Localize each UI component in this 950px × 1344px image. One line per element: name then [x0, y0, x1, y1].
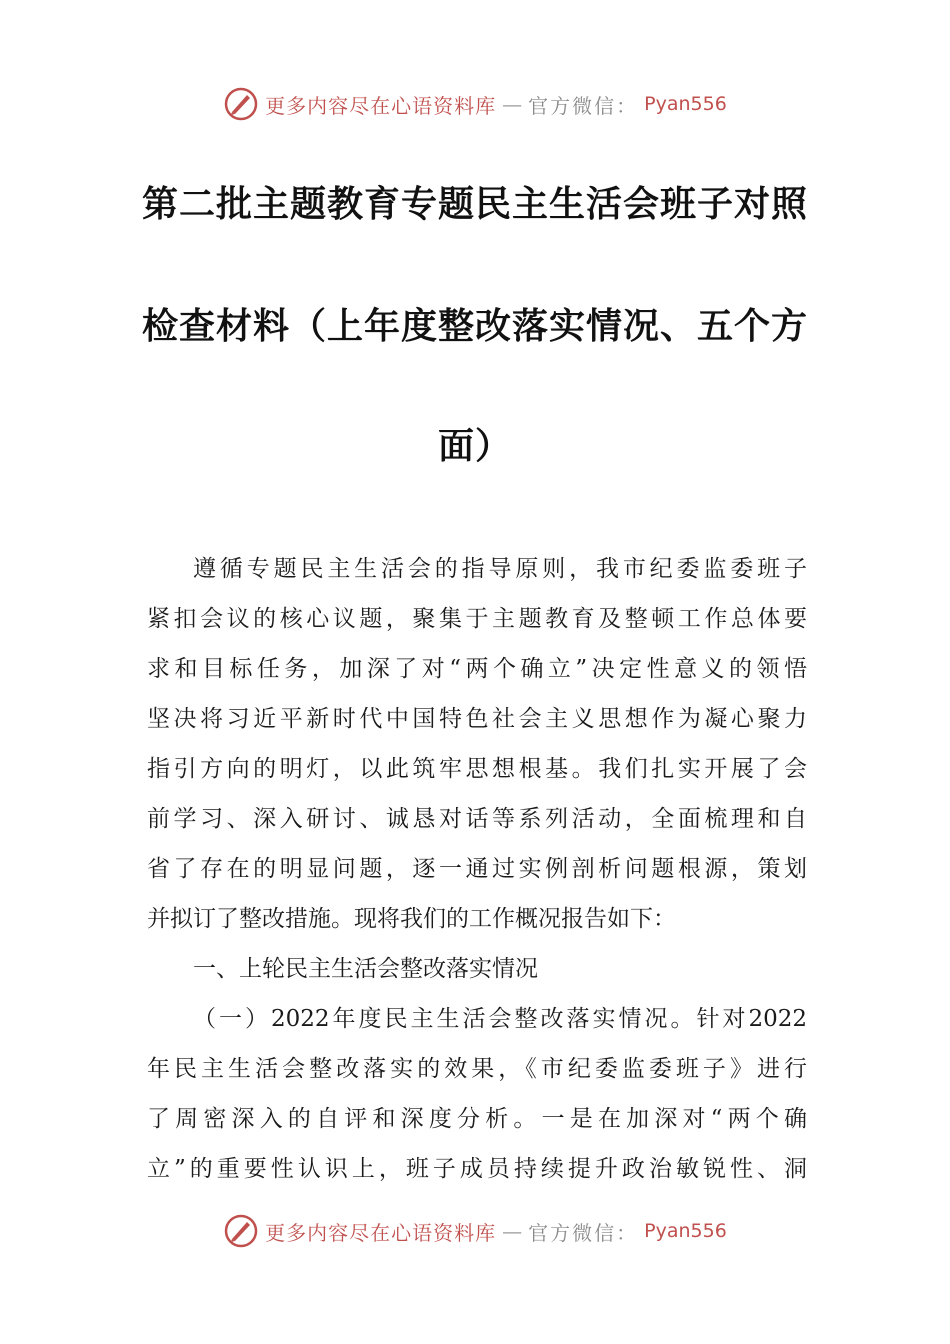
quill-logo-icon [223, 1213, 259, 1249]
watermark-text: 更多内容尽在心语资料库 [265, 1220, 497, 1245]
section-heading: 一、上轮民主生活会整改落实情况 [193, 956, 538, 982]
document-title-line-1: 第二批主题教育专题民主生活会班子对照 [141, 184, 808, 225]
body-text-line: 省了存在的明显问题，逐一通过实例剖析问题根源，策划 [147, 856, 807, 882]
document-title-line-2: 检查材料（上年度整改落实情况、五个方 [141, 306, 808, 347]
watermark-separator: — [502, 92, 523, 116]
document-title-line-3: 面） [437, 426, 512, 467]
body-text-line: 前学习、深入研讨、诚恳对话等系列活动，全面梳理和自 [147, 806, 807, 832]
subsection-heading-line: （一）2022年度民主生活会整改落实情况。针对2022 [193, 1006, 807, 1032]
body-text-line: 并拟订了整改措施。现将我们的工作概况报告如下： [147, 906, 676, 932]
watermark-header [0, 84, 950, 124]
body-text-line: 遵循专题民主生活会的指导原则，我市纪委监委班子 [193, 556, 807, 582]
watermark-separator: — [502, 1219, 523, 1243]
body-text-line: 指引方向的明灯，以此筑牢思想根基。我们扎实开展了会 [147, 756, 807, 782]
body-text-line: 紧扣会议的核心议题，聚集于主题教育及整顿工作总体要 [147, 606, 807, 632]
body-text-line: 立”的重要性认识上，班子成员持续提升政治敏锐性、洞 [147, 1156, 807, 1182]
watermark-wechat-label: 官方微信： [528, 93, 639, 118]
quill-logo-icon [223, 86, 259, 122]
body-text-line: 年民主生活会整改落实的效果，《市纪委监委班子》进行 [147, 1056, 807, 1082]
body-text-line: 了周密深入的自评和深度分析。一是在加深对“两个确 [147, 1106, 807, 1132]
watermark-footer [0, 1211, 950, 1251]
body-text-line: 坚决将习近平新时代中国特色社会主义思想作为凝心聚力 [147, 706, 807, 732]
watermark-text: 更多内容尽在心语资料库 [265, 93, 497, 118]
watermark-wechat-label: 官方微信： [528, 1220, 639, 1245]
watermark-wechat-id: Pyan556 [644, 93, 727, 115]
watermark-wechat-id: Pyan556 [644, 1220, 727, 1242]
body-text-line: 求和目标任务，加深了对“两个确立”决定性意义的领悟 [147, 656, 807, 682]
